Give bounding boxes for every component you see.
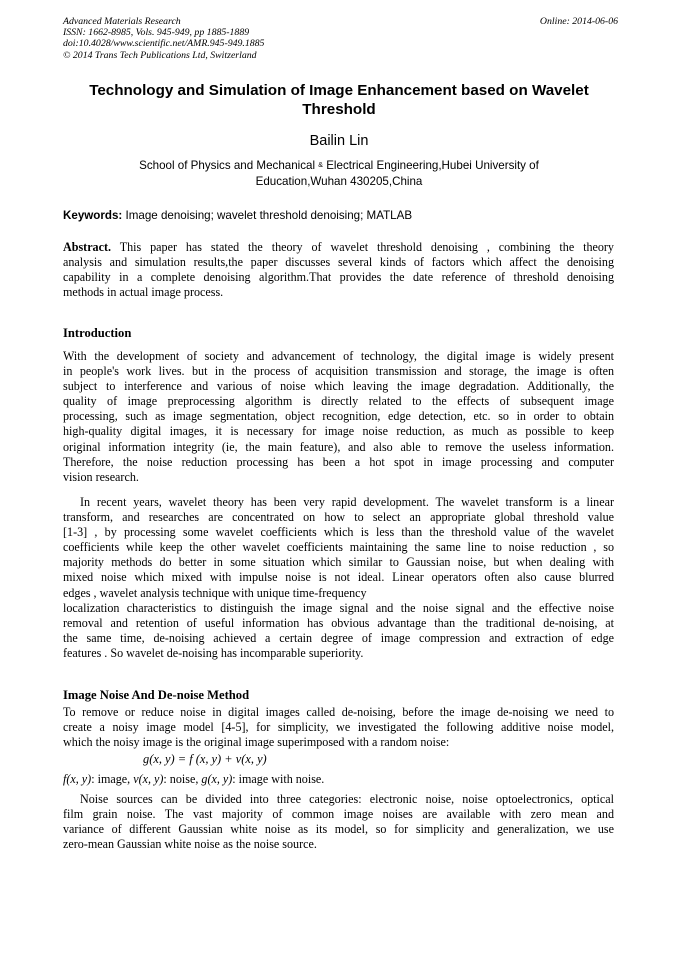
abstract-line: capability in a complete denoising algorithm.That provides the date reference of threshold denoising (63, 270, 614, 285)
copyright-line: © 2014 Trans Tech Publications Ltd, Switzerland (63, 49, 257, 61)
introduction-paragraph-2 (63, 495, 614, 661)
author-name: Bailin Lin (309, 133, 369, 149)
journal-header (63, 16, 618, 61)
noise-paragraph-1 (63, 705, 614, 750)
affiliation (63, 158, 615, 190)
paper-title (63, 81, 615, 119)
text-line: variance of different Gaussian white noise as its model, so for simplicity and generalization, we use (63, 822, 614, 837)
affiliation-ampersand: & (318, 162, 323, 169)
def-v-text: : noise, (163, 772, 199, 786)
text-line: subject to interference and various of noise which leaving the image degradation. Additionally, the (63, 379, 614, 394)
text-line: original information integrity (ie, the main feature), and also able to remove the useless information. (63, 439, 614, 454)
keywords-label: Keywords: (63, 209, 123, 222)
text-line: create a noisy image model [4-5], for simplicity, we investigated the following additive noise model, (63, 720, 614, 735)
text-line: transform, and researches are concentrated on how to select an appropriate global threshold value (63, 510, 614, 525)
text-line: majority methods do better in some situation which similar to Gaussian noise, but when dealing with (63, 555, 614, 570)
text-line: coefficients while keep the other wavelet coefficients maintaining the same line to noise reduction , so (63, 540, 614, 555)
introduction-paragraph-1 (63, 349, 614, 485)
text-line: In recent years, wavelet theory has been very rapid development. The wavelet transform is a linear (80, 495, 614, 509)
def-f-text: : image, (91, 772, 131, 786)
text-line: vision research. (63, 469, 139, 484)
text-line: edges , wavelet analysis technique with unique time-frequency (63, 585, 367, 600)
noise-section-heading: Image Noise And De-noise Method (63, 688, 250, 702)
text-line: mixed noise which mixed with impulse noise is not ideal. Linear operators often also cause blurred (63, 570, 614, 585)
text-line: the same time, de-noising achieved a certain degree of image compression and extraction of edge (63, 630, 614, 645)
text-line: zero-mean Gaussian white noise as the noise source. (63, 837, 317, 852)
abstract-line: analysis and simulation results,the paper discusses several kinds of factors which affect the denoising (63, 255, 614, 270)
noise-model-equation: g(x, y) = f (x, y) + v(x, y) (143, 752, 267, 766)
text-line: Therefore, the noise reduction processing has been a hot spot in image processing and computer (63, 454, 614, 469)
text-line: which the noisy image is the original image superimposed with a random noise: (63, 735, 450, 750)
affiliation-part-1: School of Physics and Mechanical (139, 159, 316, 172)
abstract-line: methods in actual image process. (63, 285, 224, 300)
def-v-symbol: v(x, y) (133, 772, 164, 786)
doi-line: doi:10.4028/www.scientific.net/AMR.945-949.1885 (63, 38, 265, 50)
text-line: processing, such as image segmentation, object recognition, edge detection, etc. so in order to obtain (63, 409, 614, 424)
def-f-symbol: f(x, y) (63, 772, 92, 786)
keywords-list: Image denoising; wavelet threshold denoising; MATLAB (125, 209, 413, 222)
abstract-line: Abstract. This paper has stated the theory of wavelet threshold denoising , combining the theory (63, 240, 614, 254)
abstract-label: Abstract. (63, 240, 112, 254)
affiliation-line-2: Education,Wuhan 430205,China (255, 175, 423, 188)
text-line: localization characteristics to distinguish the image signal and the noise signal and the effective noise (63, 600, 614, 615)
issn-line: ISSN: 1662-8985, Vols. 945-949, pp 1885-1889 (63, 27, 250, 39)
text-line: To remove or reduce noise in digital images called de-noising, before the image de-noising we need to (63, 705, 614, 719)
variable-definitions (63, 772, 324, 787)
text-line: high-quality digital images, it is necessary for image noise reduction, as much as possible to keep (63, 424, 614, 439)
affiliation-part-2: Electrical Engineering,Hubei University of (326, 159, 539, 172)
journal-name: Advanced Materials Research (63, 16, 181, 27)
text-line: quality of image preprocessing algorithm is directly related to the effects of subsequent image (63, 394, 614, 409)
text-line: Noise sources can be divided into three categories: electronic noise, noise optoelectronics, optical (80, 792, 614, 806)
title-line-1: Technology and Simulation of Image Enhancement based on Wavelet (89, 82, 589, 99)
text-line: film grain noise. The vast majority of common image noises are available with zero mean and (63, 807, 614, 822)
noise-paragraph-2 (63, 792, 614, 852)
keywords (63, 209, 615, 222)
def-g-text: : image with noise. (232, 772, 325, 786)
def-g-symbol: g(x, y) (201, 772, 233, 786)
text-line: removal and retention of useful information has obvious advantage than the traditional de-noising, at (63, 615, 614, 630)
title-line-2: Threshold (302, 101, 376, 118)
abstract (63, 240, 614, 300)
text-line: [1-3] , by processing some wavelet coefficients which is less than the threshold value of the wavelet (63, 525, 614, 540)
text-line: features . So wavelet de-noising has incomparable superiority. (63, 645, 364, 660)
text-line: in people's work lives. but in the process of acquisition transmission and storage, the image is often (63, 364, 614, 379)
introduction-heading: Introduction (63, 326, 132, 340)
online-date: Online: 2014-06-06 (539, 16, 618, 27)
text-line: With the development of society and advancement of technology, the digital image is widely present (63, 349, 614, 363)
